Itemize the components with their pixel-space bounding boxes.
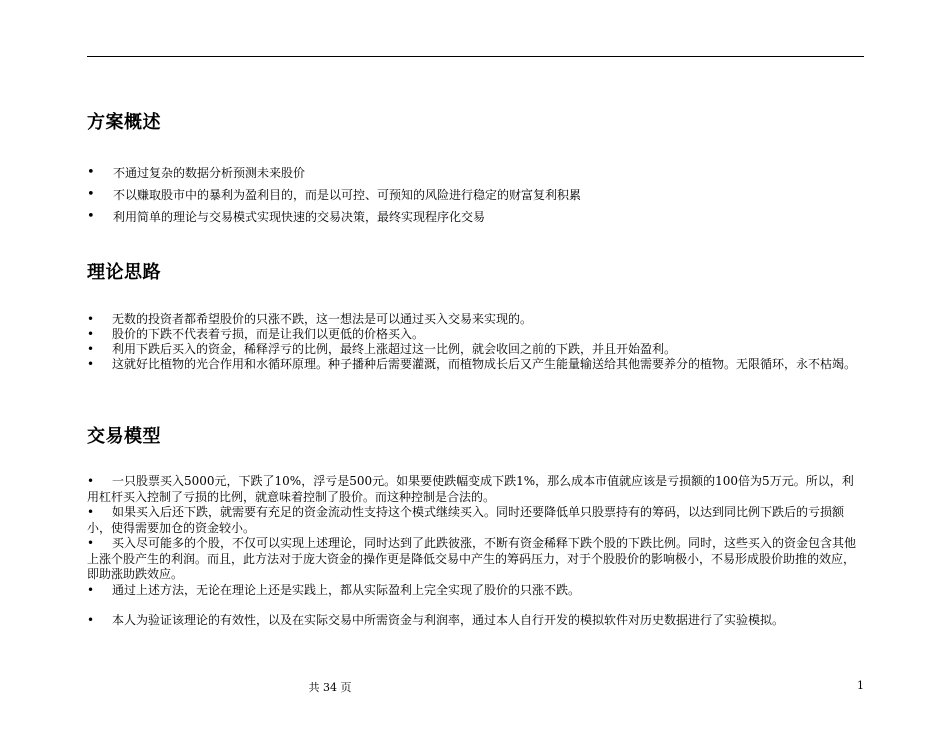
header-rule bbox=[87, 56, 864, 57]
bullet-icon: • bbox=[87, 536, 95, 550]
list-item: • 这就好比植物的光合作用和水循环原理。种子播种后需要灌溉，而植物成长后又产生能量输送给其他需要养分的植物。无限循环，永不枯竭。 bbox=[87, 357, 857, 371]
bullet-icon: • bbox=[87, 165, 95, 180]
bullet-icon: • bbox=[87, 505, 95, 519]
trading-model-list bbox=[87, 474, 864, 629]
list-item: • 利用下跌后买入的资金，稀释浮亏的比例，最终上涨超过这一比例，就会收回之前的下跌，并且开始盈利。 bbox=[87, 342, 677, 356]
bullet-icon: • bbox=[87, 342, 95, 356]
list-item: • 不以赚取股市中的暴利为盈利目的，而是以可控、可预知的风险进行稳定的财富复利积累 bbox=[87, 184, 864, 206]
list-item: • 利用简单的理论与交易模式实现快速的交易决策，最终实现程序化交易 bbox=[87, 206, 864, 228]
bullet-icon: • bbox=[87, 312, 95, 326]
list-item: • 一只股票买入5000元，下跌了10%，浮亏是500元。如果要使跌幅变成下跌1%，那么成本市值就应该是亏损额的100倍为5万元。所以，利用杠杆买入控制了亏损的比例，就意味着控制了股价。而这种控制是合法的。 bbox=[87, 474, 854, 504]
list-item: • 不通过复杂的数据分析预测未来股价 bbox=[87, 162, 864, 184]
bullet-icon: • bbox=[87, 209, 95, 224]
list-item: • 如果买入后还下跌，就需要有充足的资金流动性支持这个模式继续买入。同时还要降低单只股票持有的筹码，以达到同比例下跌后的亏损额小，使得需要加仓的资金较小。 bbox=[87, 505, 845, 535]
bullet-icon: • bbox=[87, 187, 95, 202]
list-item: • 无数的投资者都希望股价的只涨不跌，这一想法是可以通过买入交易来实现的。 bbox=[87, 312, 533, 326]
footer-total-pages: 共 34 页 bbox=[308, 681, 352, 694]
list-item: • 买入尽可能多的个股，不仅可以实现上述理论，同时达到了此跌彼涨，不断有资金稀释下跌个股的下跌比例。同时，这些买入的资金包含其他上涨个股产生的利润。而且，此方法对于庞大资金的操作更是降低交易中产生的筹码压力，对于个股股价的影响极小，不易形成股价助推的效应，即助涨助跌效应。 bbox=[87, 536, 857, 581]
section-heading-overview: 方案概述 bbox=[87, 112, 161, 133]
bullet-icon: • bbox=[87, 357, 95, 371]
theory-list bbox=[87, 312, 864, 372]
list-item: • 股价的下跌不代表着亏损，而是让我们以更低的价格买入。 bbox=[87, 327, 425, 341]
bullet-icon: • bbox=[87, 613, 95, 627]
bullet-icon: • bbox=[87, 474, 95, 488]
bullet-icon: • bbox=[87, 327, 95, 341]
list-item: • 本人为验证该理论的有效性，以及在实际交易中所需资金与利润率，通过本人自行开发的模拟软件对历史数据进行了实验模拟。 bbox=[87, 613, 785, 627]
list-item: • 通过上述方法，无论在理论上还是实践上，都从实际盈利上完全实现了股价的只涨不跌。 bbox=[87, 582, 581, 597]
section-heading-theory: 理论思路 bbox=[87, 262, 161, 283]
overview-list bbox=[87, 162, 864, 228]
bullet-icon: • bbox=[87, 582, 95, 597]
section-heading-trading-model: 交易模型 bbox=[87, 426, 161, 447]
footer-page-number: 1 bbox=[857, 679, 864, 692]
